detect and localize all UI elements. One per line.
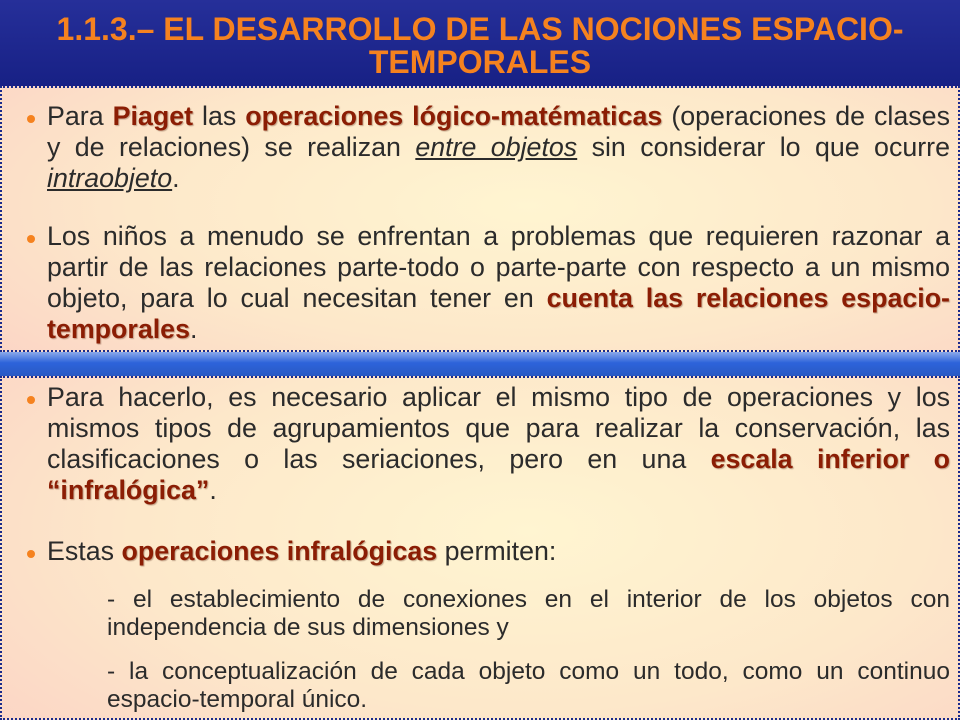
sub-item-conceptualization: - la conceptualización de cada objeto como un todo, como un continuo espacio-temporal único. bbox=[107, 658, 950, 713]
underlined-term: intraobjeto bbox=[47, 163, 173, 193]
text-run: . bbox=[189, 314, 198, 344]
text-run: Para hacerlo, es necesario aplicar el mismo tipo de operaciones y los mismos tipos de agrupamientos que para realizar la conservación, las clasificaciones o las seriaciones, pero en una bbox=[47, 382, 950, 474]
text-run: permiten: bbox=[437, 536, 557, 566]
emphasis-text: Piaget bbox=[112, 101, 194, 131]
emphasis-text: operaciones infralógicas bbox=[121, 536, 438, 566]
text-run: Los niños a menudo se enfrentan a problemas que requieren razonar a partir de las relaciones parte-todo o parte-parte con respecto a un mismo objeto, para lo cual necesitan tener en bbox=[47, 221, 950, 313]
content-panel-top bbox=[0, 86, 960, 352]
text-run: sin considerar lo que ocurre bbox=[577, 132, 950, 162]
sub-item-connections: - el establecimiento de conexiones en el interior de los objetos con independencia de sus dimensiones y bbox=[107, 586, 950, 641]
content-panel-bottom bbox=[0, 376, 960, 720]
bullet-piaget-operations bbox=[47, 101, 950, 194]
text-run: las bbox=[193, 101, 246, 131]
separator-band bbox=[0, 352, 960, 376]
text-run: . bbox=[172, 163, 180, 193]
bullet-icon bbox=[27, 396, 35, 404]
text-run: Para bbox=[47, 101, 113, 131]
text-run: (operaciones de clases y de relaciones) se realizan bbox=[47, 101, 950, 162]
bullet-part-whole-relations bbox=[47, 221, 950, 345]
bullet-icon bbox=[27, 235, 35, 243]
underlined-term: entre objetos bbox=[415, 132, 578, 162]
bullet-infralogical-scale bbox=[47, 382, 950, 506]
text-run: . bbox=[209, 475, 217, 505]
bullet-infralogical-operations bbox=[47, 536, 950, 567]
emphasis-text: escala inferior o “infralógica” bbox=[47, 444, 950, 505]
slide-title: 1.1.3.– EL DESARROLLO DE LAS NOCIONES ESPACIO-TEMPORALES bbox=[56, 11, 904, 80]
emphasis-text: cuenta las relaciones espacio-temporales bbox=[47, 283, 950, 344]
text-run: Estas bbox=[47, 536, 122, 566]
bullet-icon bbox=[27, 115, 35, 123]
emphasis-text: operaciones lógico-matématicas bbox=[245, 101, 663, 131]
bullet-icon bbox=[27, 550, 35, 558]
title-bar bbox=[0, 0, 960, 86]
